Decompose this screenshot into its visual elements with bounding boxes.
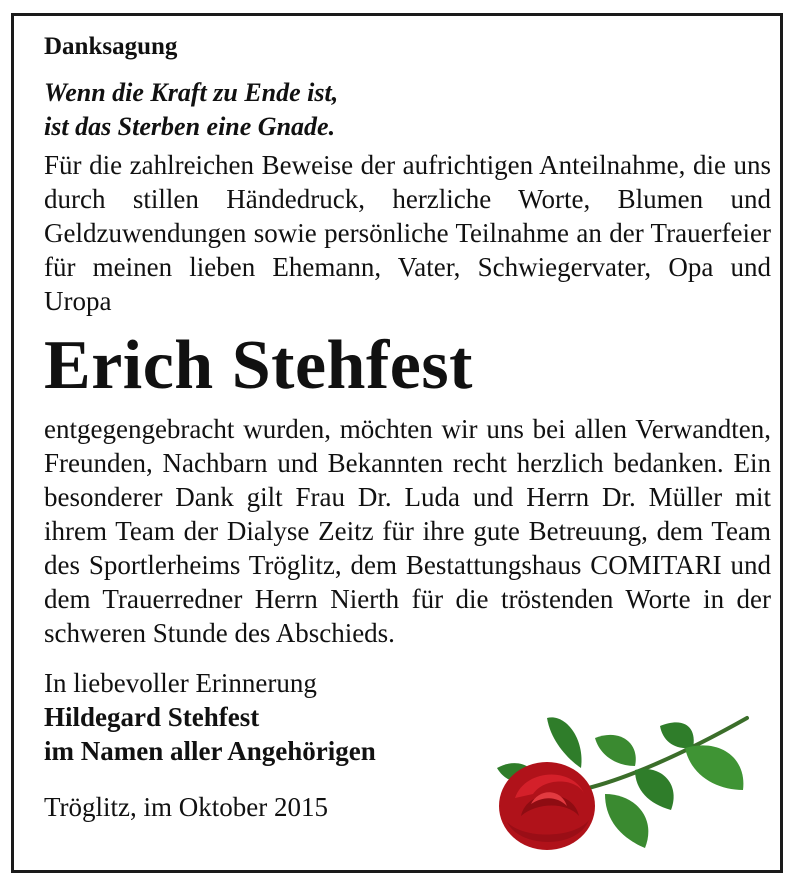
rose-icon (485, 698, 760, 858)
motto-line-2: ist das Sterben eine Gnade. (44, 112, 336, 141)
motto-line-1: Wenn die Kraft zu Ende ist, (44, 78, 339, 107)
thanks-paragraph-2: entgegengebracht wurden, möchten wir uns bei allen Verwandten, Freunden, Nachbarn und Bekannten recht herzlich bedanken. Ein besonderer Dank gilt Frau Dr. Luda und Herrn Dr. Müller mit ihrem Team der Dialyse Zeitz für ihre gute Betreuung, dem Team des Sportlerheims Tröglitz, dem Bestattungshaus COMITARI und dem Trauerredner Herrn Nierth für die tröstenden Worte in der schweren Stunde des Abschieds. (44, 414, 771, 648)
signer-name: Hildegard Stehfest (44, 702, 260, 732)
closing-line: In liebevoller Erinnerung (44, 668, 317, 698)
heading: Danksagung (44, 33, 178, 60)
place-date: Tröglitz, im Oktober 2015 (44, 792, 329, 822)
deceased-name: Erich Stehfest (44, 327, 473, 404)
signer-note: im Namen aller Angehörigen (44, 736, 376, 766)
thanks-paragraph-1: Für die zahlreichen Beweise der aufrichtigen Anteilnahme, die uns durch stillen Händedruck, herzliche Worte, Blumen und Geldzuwendungen sowie persönliche Teilnahme an der Trauerfeier für meinen lieben Ehemann, Vater, Schwiegervater, Opa und Uropa (44, 150, 771, 316)
